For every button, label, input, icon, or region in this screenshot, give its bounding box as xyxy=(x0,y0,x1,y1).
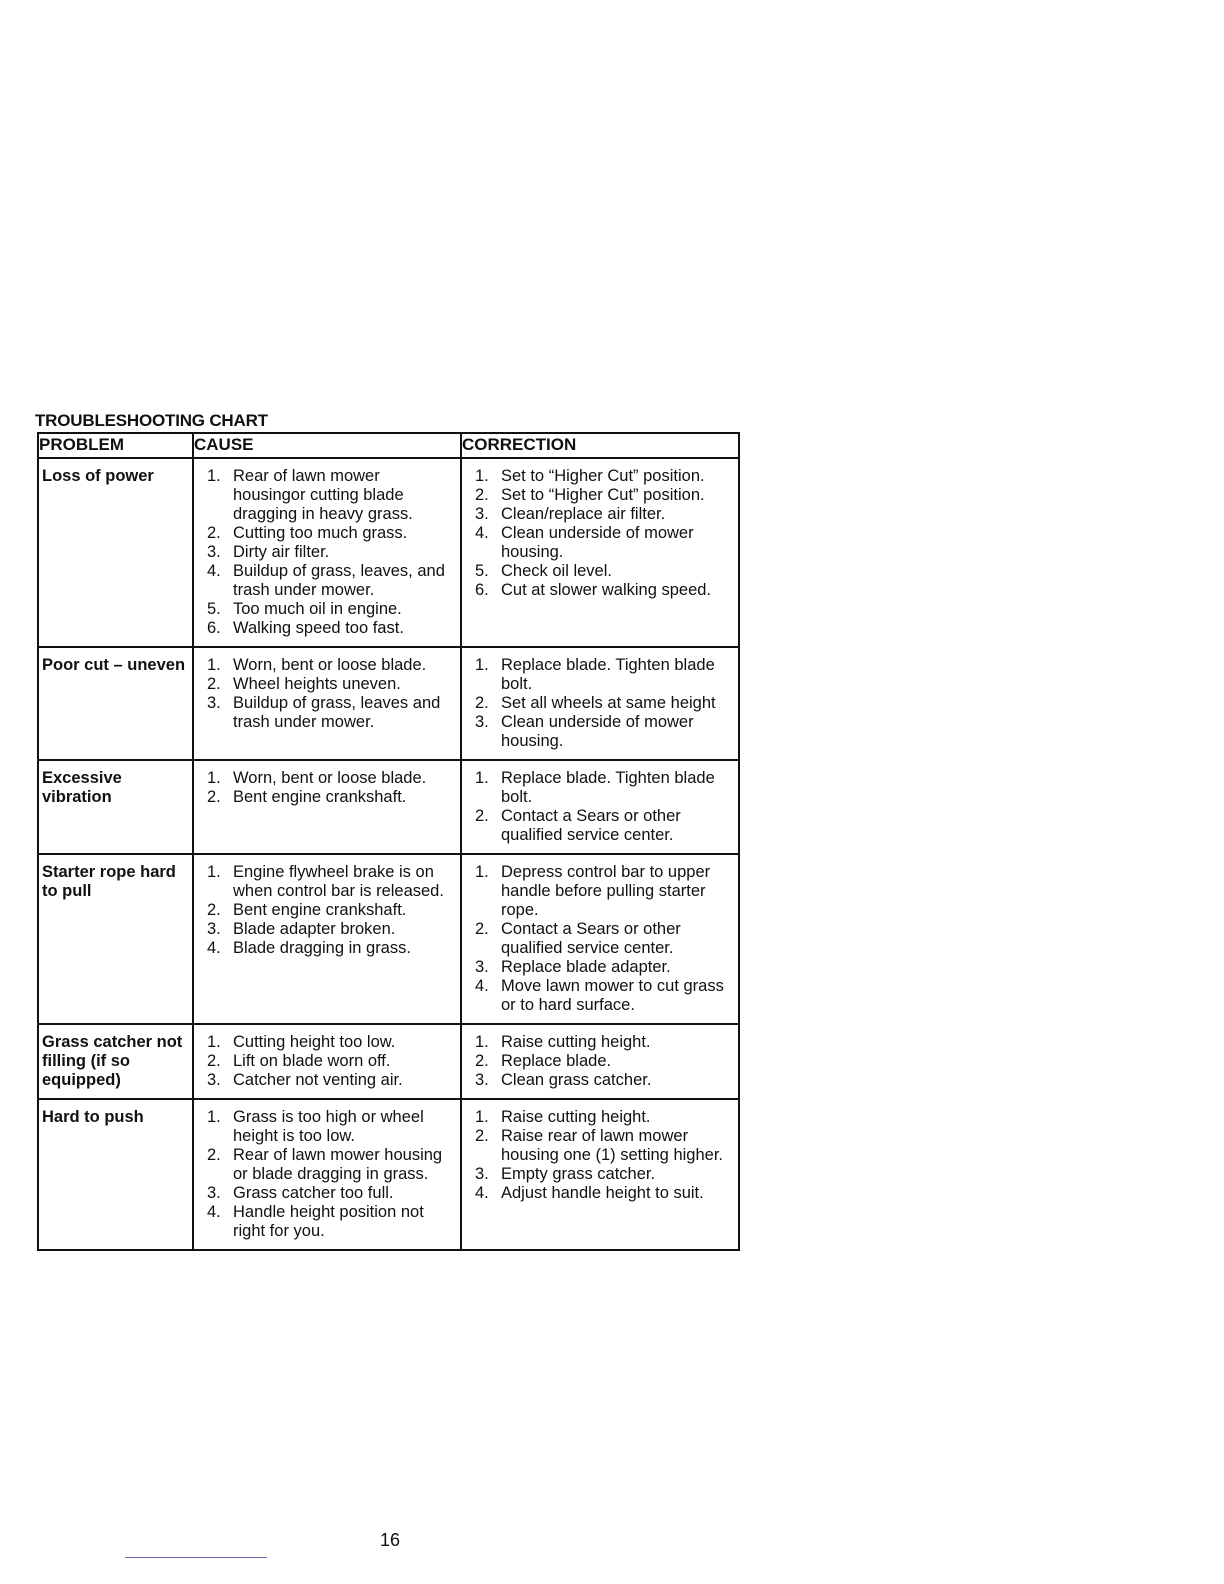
correction-item xyxy=(472,524,732,562)
cause-item-number: 5. xyxy=(207,600,221,618)
problem-cell: Hard to push xyxy=(38,1099,193,1250)
correction-item xyxy=(472,486,732,505)
correction-item xyxy=(472,1165,732,1184)
footer-rule xyxy=(125,1557,267,1558)
correction-item xyxy=(472,467,732,486)
cause-item-number: 2. xyxy=(207,524,221,542)
problem-cell: Loss of power xyxy=(38,458,193,647)
header-correction: CORRECTION xyxy=(461,433,739,458)
correction-item-number: 1. xyxy=(475,656,489,674)
cause-item xyxy=(204,1146,454,1184)
cause-item-text: Too much oil in engine. xyxy=(233,600,402,618)
cause-item-text: Wheel heights uneven. xyxy=(233,675,401,693)
cause-item-number: 4. xyxy=(207,1203,221,1221)
correction-item xyxy=(472,505,732,524)
correction-item xyxy=(472,920,732,958)
cause-item xyxy=(204,863,454,901)
correction-item xyxy=(472,1184,732,1203)
table-row xyxy=(38,647,739,760)
table-row xyxy=(38,854,739,1024)
cause-cell xyxy=(193,647,461,760)
correction-item-text: Depress control bar to upper handle before pulling starter rope. xyxy=(501,863,711,919)
cause-item-number: 3. xyxy=(207,694,221,712)
correction-item-number: 5. xyxy=(475,562,489,580)
correction-item xyxy=(472,581,732,600)
cause-cell xyxy=(193,854,461,1024)
cause-list xyxy=(204,769,454,807)
correction-item-text: Adjust handle height to suit. xyxy=(501,1184,704,1202)
table-header-row xyxy=(38,433,739,458)
cause-item xyxy=(204,1033,454,1052)
correction-item xyxy=(472,656,732,694)
cause-item-text: Worn, bent or loose blade. xyxy=(233,656,427,674)
cause-item xyxy=(204,1071,454,1090)
cause-item-number: 1. xyxy=(207,1108,221,1126)
chart-title: TROUBLESHOOTING CHART xyxy=(35,411,268,430)
cause-item-number: 3. xyxy=(207,920,221,938)
cause-item xyxy=(204,1108,454,1146)
correction-item-number: 3. xyxy=(475,1165,489,1183)
correction-cell xyxy=(461,1024,739,1099)
cause-item-number: 3. xyxy=(207,1071,221,1089)
correction-item-text: Cut at slower walking speed. xyxy=(501,581,712,599)
cause-item xyxy=(204,524,454,543)
correction-cell xyxy=(461,760,739,854)
correction-item xyxy=(472,562,732,581)
correction-item xyxy=(472,1052,732,1071)
correction-list xyxy=(472,467,732,600)
correction-item-number: 2. xyxy=(475,1052,489,1070)
cause-item-number: 2. xyxy=(207,901,221,919)
correction-item-text: Check oil level. xyxy=(501,562,612,580)
cause-item-text: Buildup of grass, leaves and trash under mower. xyxy=(233,694,441,731)
cause-item-text: Lift on blade worn off. xyxy=(233,1052,391,1070)
cause-item-text: Grass is too high or wheel height is too low. xyxy=(233,1108,424,1145)
table-body xyxy=(38,458,739,1250)
correction-item xyxy=(472,769,732,807)
correction-item-text: Replace blade adapter. xyxy=(501,958,671,976)
correction-item-text: Clean grass catcher. xyxy=(501,1071,652,1089)
troubleshooting-table xyxy=(37,432,740,1251)
correction-item-text: Set all wheels at same height xyxy=(501,694,716,712)
correction-list xyxy=(472,1108,732,1203)
problem-cell: Poor cut – uneven xyxy=(38,647,193,760)
cause-item-text: Rear of lawn mower housing or blade dragging in grass. xyxy=(233,1146,443,1183)
correction-item-number: 2. xyxy=(475,807,489,825)
cause-item-text: Bent engine crankshaft. xyxy=(233,788,407,806)
correction-item-number: 3. xyxy=(475,958,489,976)
cause-list xyxy=(204,863,454,958)
correction-item xyxy=(472,694,732,713)
correction-item-text: Raise cutting height. xyxy=(501,1033,651,1051)
cause-list xyxy=(204,1033,454,1090)
cause-item xyxy=(204,1203,454,1241)
correction-item xyxy=(472,1033,732,1052)
cause-item-number: 1. xyxy=(207,467,221,485)
correction-item-number: 1. xyxy=(475,769,489,787)
correction-item-text: Empty grass catcher. xyxy=(501,1165,656,1183)
table-row xyxy=(38,760,739,854)
cause-list xyxy=(204,1108,454,1241)
correction-item-text: Replace blade. xyxy=(501,1052,612,1070)
correction-item xyxy=(472,1071,732,1090)
cause-item-number: 3. xyxy=(207,543,221,561)
cause-item xyxy=(204,1184,454,1203)
cause-item-text: Walking speed too fast. xyxy=(233,619,404,637)
correction-list xyxy=(472,1033,732,1090)
header-problem: PROBLEM xyxy=(38,433,193,458)
correction-item xyxy=(472,713,732,751)
problem-cell: Excessive vibration xyxy=(38,760,193,854)
cause-item-number: 3. xyxy=(207,1184,221,1202)
cause-item-text: Grass catcher too full. xyxy=(233,1184,394,1202)
cause-item-text: Worn, bent or loose blade. xyxy=(233,769,427,787)
cause-item xyxy=(204,467,454,524)
cause-item xyxy=(204,656,454,675)
correction-item-text: Move lawn mower to cut grass or to hard surface. xyxy=(501,977,724,1014)
cause-item-text: Rear of lawn mower housingor cutting blade dragging in heavy grass. xyxy=(233,467,413,523)
correction-item-text: Replace blade. Tighten blade bolt. xyxy=(501,656,715,693)
correction-item-text: Contact a Sears or other qualified service center. xyxy=(501,920,681,957)
cause-item xyxy=(204,562,454,600)
correction-item-number: 4. xyxy=(475,524,489,542)
cause-item-text: Cutting height too low. xyxy=(233,1033,396,1051)
correction-item-number: 1. xyxy=(475,1108,489,1126)
cause-item-text: Engine flywheel brake is on when control bar is released. xyxy=(233,863,444,900)
cause-item-number: 6. xyxy=(207,619,221,637)
cause-cell xyxy=(193,1024,461,1099)
correction-item-number: 3. xyxy=(475,713,489,731)
cause-cell xyxy=(193,458,461,647)
correction-item-text: Contact a Sears or other qualified service center. xyxy=(501,807,681,844)
correction-item xyxy=(472,958,732,977)
correction-list xyxy=(472,656,732,751)
correction-cell xyxy=(461,1099,739,1250)
cause-item-text: Catcher not venting air. xyxy=(233,1071,403,1089)
cause-item-text: Bent engine crankshaft. xyxy=(233,901,407,919)
correction-item-text: Raise rear of lawn mower housing one (1) setting higher. xyxy=(501,1127,723,1164)
table-row xyxy=(38,458,739,647)
correction-item-text: Set to “Higher Cut” position. xyxy=(501,467,705,485)
cause-item xyxy=(204,769,454,788)
correction-item-number: 4. xyxy=(475,1184,489,1202)
correction-item xyxy=(472,977,732,1015)
cause-item-number: 1. xyxy=(207,863,221,881)
cause-item-text: Blade adapter broken. xyxy=(233,920,396,938)
correction-item-number: 3. xyxy=(475,1071,489,1089)
page-number: 16 xyxy=(380,1530,401,1550)
correction-item-number: 2. xyxy=(475,694,489,712)
correction-item-number: 4. xyxy=(475,977,489,995)
cause-item-number: 2. xyxy=(207,788,221,806)
cause-item-number: 1. xyxy=(207,769,221,787)
correction-item-text: Raise cutting height. xyxy=(501,1108,651,1126)
cause-item-text: Buildup of grass, leaves, and trash under mower. xyxy=(233,562,445,599)
cause-item-number: 2. xyxy=(207,1146,221,1164)
cause-item xyxy=(204,675,454,694)
correction-item-number: 6. xyxy=(475,581,489,599)
correction-item-text: Clean underside of mower housing. xyxy=(501,524,694,561)
header-cause: CAUSE xyxy=(193,433,461,458)
correction-item-number: 1. xyxy=(475,467,489,485)
correction-item-number: 1. xyxy=(475,1033,489,1051)
cause-item-number: 1. xyxy=(207,656,221,674)
cause-item-text: Blade dragging in grass. xyxy=(233,939,411,957)
cause-item-text: Cutting too much grass. xyxy=(233,524,408,542)
correction-item-number: 2. xyxy=(475,1127,489,1145)
correction-list xyxy=(472,863,732,1015)
correction-item-text: Clean/replace air filter. xyxy=(501,505,666,523)
correction-item xyxy=(472,1127,732,1165)
cause-item xyxy=(204,920,454,939)
cause-item xyxy=(204,543,454,562)
cause-item-number: 1. xyxy=(207,1033,221,1051)
correction-item xyxy=(472,807,732,845)
correction-item xyxy=(472,1108,732,1127)
cause-item xyxy=(204,1052,454,1071)
correction-list xyxy=(472,769,732,845)
cause-item-text: Dirty air filter. xyxy=(233,543,330,561)
correction-item-number: 2. xyxy=(475,486,489,504)
cause-list xyxy=(204,467,454,638)
correction-item-number: 1. xyxy=(475,863,489,881)
cause-item-text: Handle height position not right for you. xyxy=(233,1203,424,1240)
cause-item xyxy=(204,619,454,638)
cause-item xyxy=(204,694,454,732)
correction-item-text: Clean underside of mower housing. xyxy=(501,713,694,750)
table-row xyxy=(38,1024,739,1099)
table-row xyxy=(38,1099,739,1250)
problem-cell: Grass catcher not filling (if so equipped) xyxy=(38,1024,193,1099)
cause-cell xyxy=(193,1099,461,1250)
problem-cell: Starter rope hard to pull xyxy=(38,854,193,1024)
correction-cell xyxy=(461,854,739,1024)
cause-list xyxy=(204,656,454,732)
correction-cell xyxy=(461,647,739,760)
cause-item xyxy=(204,600,454,619)
correction-item-number: 3. xyxy=(475,505,489,523)
cause-item-number: 2. xyxy=(207,675,221,693)
cause-item-number: 4. xyxy=(207,939,221,957)
correction-item-number: 2. xyxy=(475,920,489,938)
cause-item xyxy=(204,901,454,920)
correction-item xyxy=(472,863,732,920)
cause-item-number: 2. xyxy=(207,1052,221,1070)
cause-item-number: 4. xyxy=(207,562,221,580)
correction-item-text: Set to “Higher Cut” position. xyxy=(501,486,705,504)
cause-item xyxy=(204,939,454,958)
correction-cell xyxy=(461,458,739,647)
cause-cell xyxy=(193,760,461,854)
correction-item-text: Replace blade. Tighten blade bolt. xyxy=(501,769,715,806)
cause-item xyxy=(204,788,454,807)
